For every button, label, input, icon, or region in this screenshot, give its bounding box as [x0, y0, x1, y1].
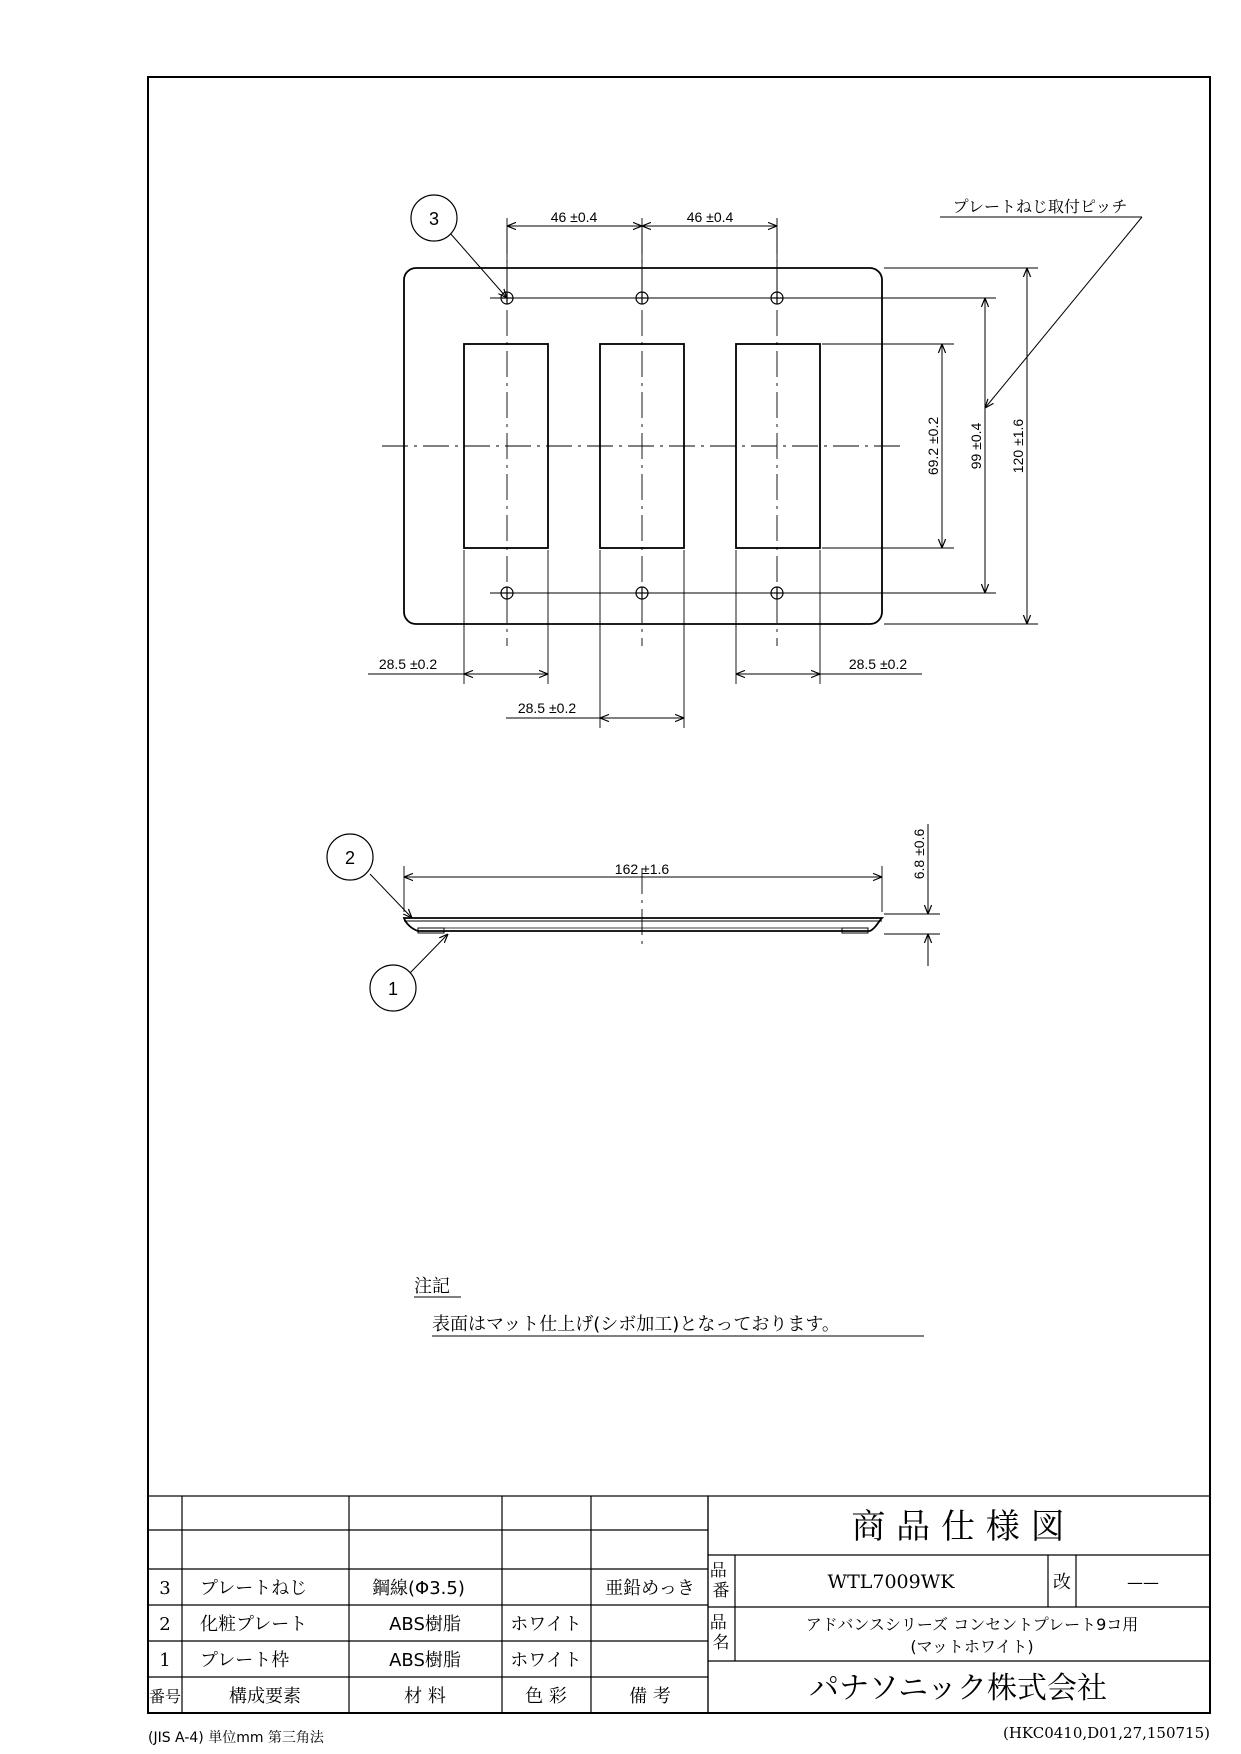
row-2-no: 2 — [159, 1614, 171, 1635]
row-1-material: ABS樹脂 — [389, 1650, 461, 1671]
product-name-line1: アドバンスシリーズ コンセントプレート9コ用 — [805, 1615, 1139, 1634]
row-1-no: 1 — [159, 1650, 171, 1671]
product-name-label-2: 名 — [712, 1633, 730, 1653]
row-1-element: プレート枠 — [200, 1650, 290, 1671]
row-3-material: 鋼線(Φ3.5) — [372, 1578, 465, 1599]
dim-margin-right: 28.5 ±0.2 — [848, 656, 908, 672]
part-number-label — [710, 1561, 732, 1601]
row-2-element: 化粧プレート — [200, 1614, 308, 1635]
side-view — [370, 824, 940, 973]
revision-label: 改 — [1053, 1572, 1071, 1593]
footer-left: (JIS A-4) 単位mm 第三角法 — [148, 1730, 324, 1746]
balloon-2 — [327, 834, 373, 880]
row-3-no: 3 — [159, 1578, 171, 1599]
row-1-color: ホワイト — [510, 1650, 582, 1671]
notes-heading: 注記 — [414, 1276, 450, 1297]
dim-margin-left: 28.5 ±0.2 — [378, 656, 438, 672]
header-no: 番号 — [148, 1687, 182, 1706]
dim-pitch-1: 46 ±0.4 — [550, 209, 598, 225]
header-remarks: 備 考 — [629, 1686, 671, 1707]
svg-text:2: 2 — [344, 848, 356, 868]
svg-text:1: 1 — [387, 979, 399, 999]
balloon-3 — [411, 195, 457, 241]
dim-plate-width: 162 ±1.6 — [614, 861, 670, 877]
dim-pitch-2: 46 ±0.4 — [686, 209, 734, 225]
dim-opening-width: 28.5 ±0.2 — [517, 700, 577, 716]
footer-right: (HKC0410,D01,27,150715) — [1002, 1724, 1210, 1742]
svg-text:3: 3 — [428, 209, 440, 229]
product-name-label — [710, 1613, 732, 1653]
part-number: WTL7009WK — [827, 1571, 955, 1593]
row-3-remarks: 亜鉛めっき — [605, 1578, 695, 1599]
product-name-label-1: 品 — [709, 1613, 727, 1633]
dim-screw-pitch-vertical: 99 ±0.4 — [968, 422, 984, 470]
header-material: 材 料 — [404, 1686, 446, 1707]
screw-pitch-label: プレートねじ取付ピッチ — [952, 197, 1128, 216]
title: 商 品 仕 様 図 — [851, 1507, 1065, 1547]
product-name-line2: (マットホワイト) — [910, 1637, 1034, 1656]
header-element: 構成要素 — [229, 1686, 301, 1707]
dim-plate-height: 120 ±1.6 — [1010, 418, 1026, 474]
plate-profile — [404, 918, 882, 931]
revision: —— — [1127, 1573, 1159, 1592]
parts-table — [148, 1496, 708, 1713]
balloon-1 — [370, 965, 416, 1011]
row-2-material: ABS樹脂 — [389, 1614, 461, 1635]
company-name: パナソニック株式会社 — [809, 1671, 1107, 1706]
row-2-color: ホワイト — [510, 1614, 582, 1635]
drawing-border — [148, 77, 1210, 1713]
part-number-label-2: 番 — [712, 1581, 730, 1601]
notes-text: 表面はマット仕上げ(シボ加工)となっております。 — [432, 1314, 840, 1335]
dim-opening-height: 69.2 ±0.2 — [925, 416, 941, 476]
row-3-element: プレートねじ — [200, 1578, 308, 1599]
header-color: 色 彩 — [525, 1686, 567, 1707]
dim-plate-thickness: 6.8 ±0.6 — [911, 828, 927, 880]
part-number-label-1: 品 — [709, 1561, 727, 1581]
